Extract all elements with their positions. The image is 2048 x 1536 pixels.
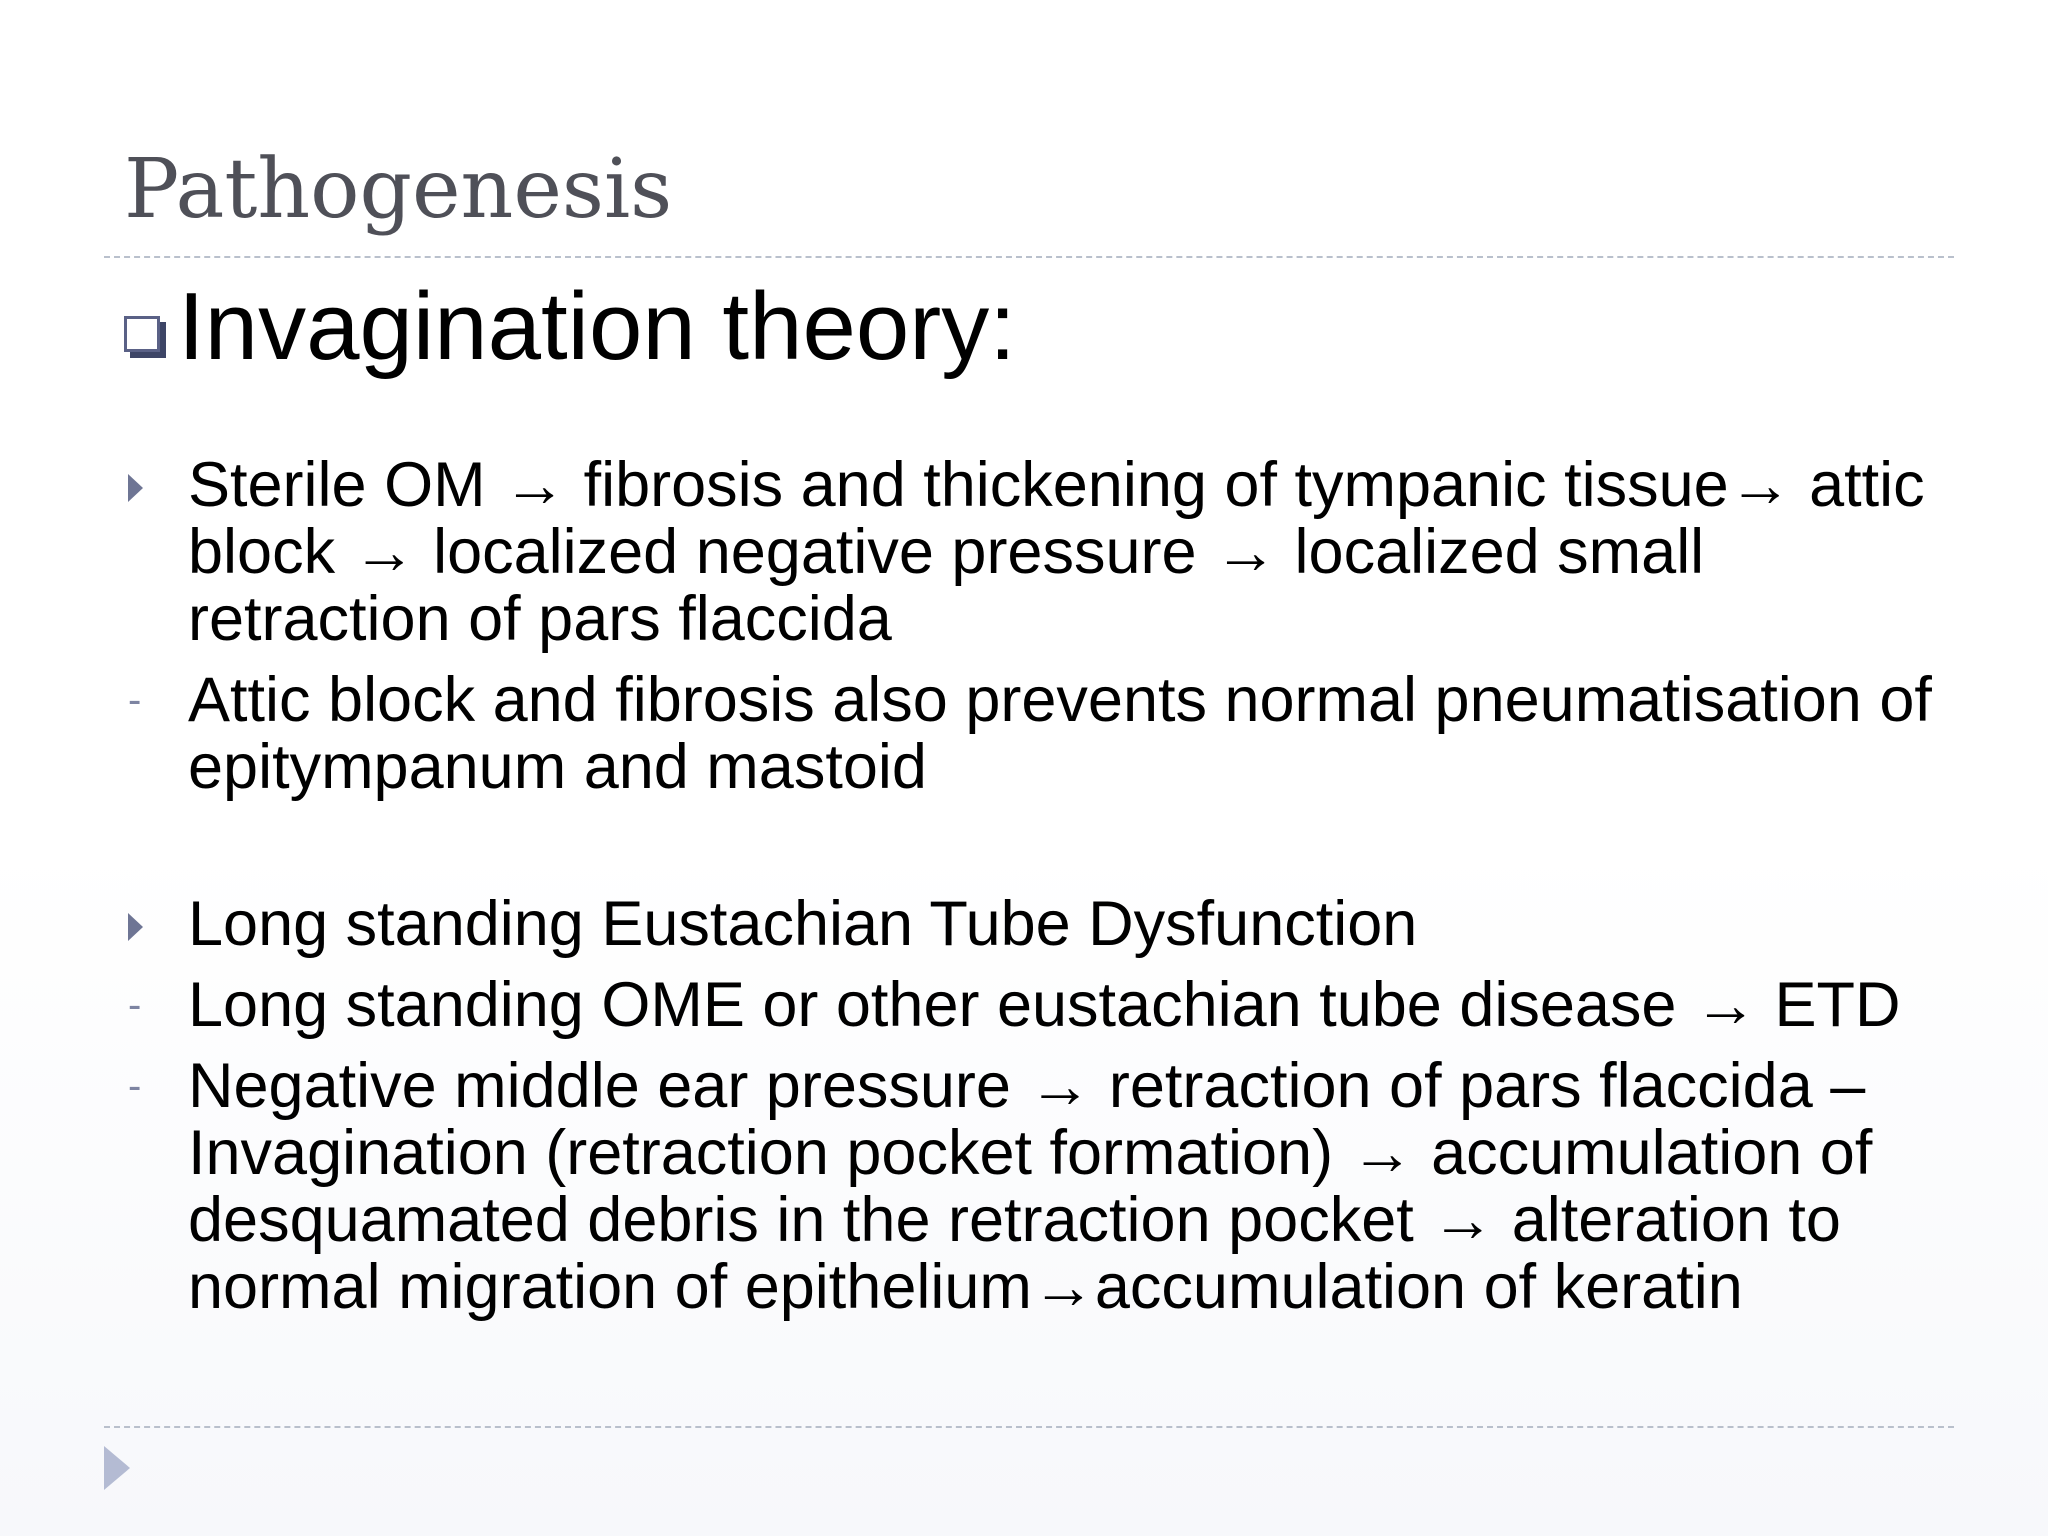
dash-bullet-icon: - [128, 678, 142, 722]
dash-bullet-icon: - [128, 1064, 142, 1108]
section-heading [124, 272, 1016, 382]
list-item [124, 972, 1964, 1039]
list-item-text: Long standing OME or other eustachian tube disease → ETD [188, 970, 1901, 1040]
list-item-text: Negative middle ear pressure → retraction of pars flaccida – Invagination (retraction pocket formation) → accumulation of desquamated debris in the retraction pocket → alteration to normal migration of epithelium→accumulation of keratin [188, 1051, 1873, 1322]
triangle-bullet-icon [128, 913, 143, 941]
dash-bullet-icon: - [128, 983, 142, 1027]
checkbox-bullet-icon [124, 316, 168, 360]
list-item-text: Attic block and fibrosis also prevents normal pneumatisation of epitympanum and mastoid [188, 665, 1932, 802]
section-heading-text: Invagination theory: [178, 273, 1016, 380]
title-divider [104, 256, 1954, 258]
list-item [124, 1053, 1964, 1321]
list-item-text: Sterile OM → fibrosis and thickening of tympanic tissue→ attic block → localized negative pressure → localized small retraction of pars flaccida [188, 450, 1925, 654]
list-item-text: Long standing Eustachian Tube Dysfunction [188, 889, 1418, 959]
slide-corner-triangle-icon [104, 1446, 130, 1490]
list-item [124, 667, 1964, 801]
list-item [124, 452, 1964, 653]
footer-divider [104, 1426, 1954, 1428]
list-item [124, 891, 1964, 958]
triangle-bullet-icon [128, 474, 143, 502]
bullet-list [124, 452, 1964, 1321]
slide-title: Pathogenesis [124, 142, 673, 237]
